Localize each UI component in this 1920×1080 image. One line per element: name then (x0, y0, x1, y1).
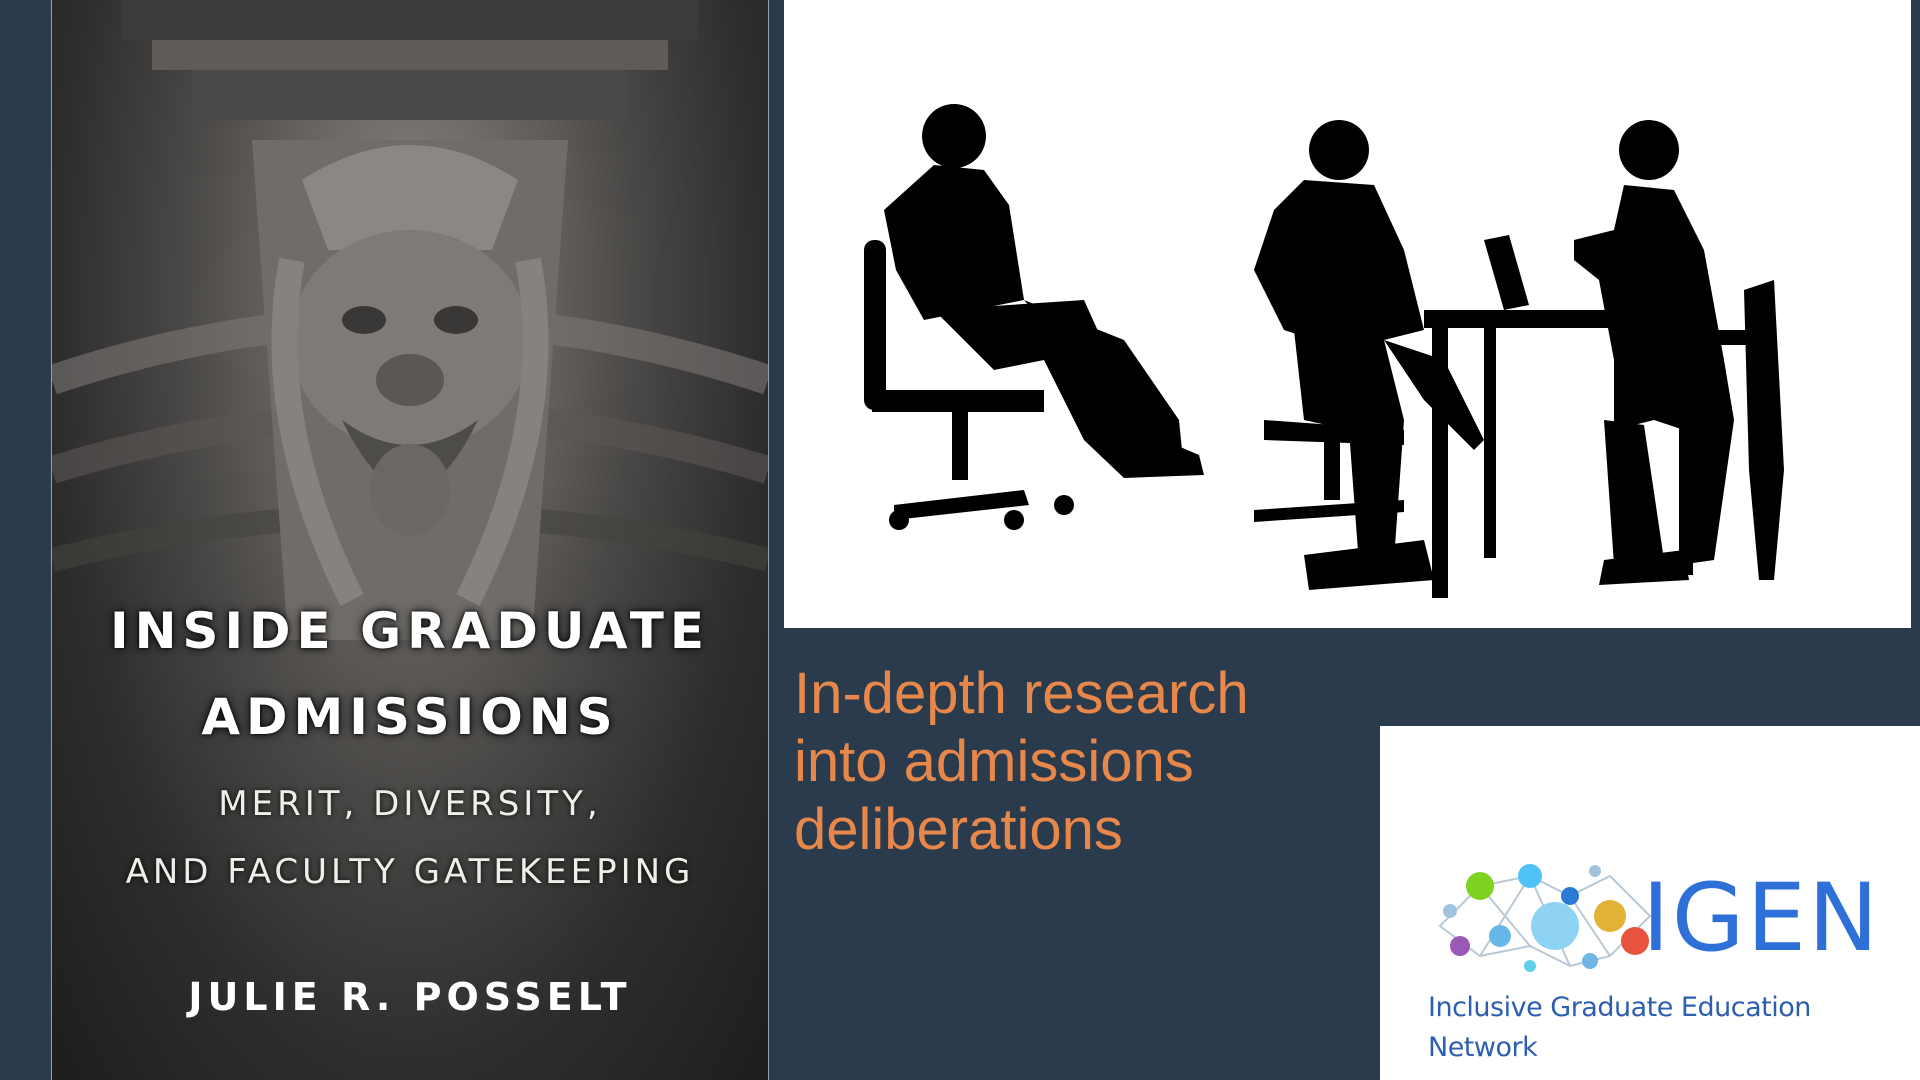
book-subtitle-line2: AND FACULTY GATEKEEPING (125, 852, 695, 892)
igen-logo (1380, 726, 1920, 1080)
igen-acronym: IGEN (1642, 864, 1881, 973)
book-title-line2: ADMISSIONS (201, 688, 619, 746)
book-author: JULIE R. POSSELT (188, 975, 632, 1019)
caption-line3: deliberations (794, 797, 1123, 862)
people-meeting-icon (784, 0, 1911, 628)
igen-full-name: Inclusive Graduate Education Network (1428, 992, 1811, 1063)
book-cover (51, 0, 769, 1080)
caption-line1: In-depth research (794, 661, 1249, 726)
meeting-silhouette-image (784, 0, 1911, 628)
gargoyle-relief-image (52, 0, 768, 1080)
book-subtitle-line1: MERIT, DIVERSITY, (218, 784, 602, 824)
caption-text (794, 660, 1354, 864)
book-title-line1: INSIDE GRADUATE (109, 602, 710, 660)
caption-line2: into admissions (794, 729, 1194, 794)
